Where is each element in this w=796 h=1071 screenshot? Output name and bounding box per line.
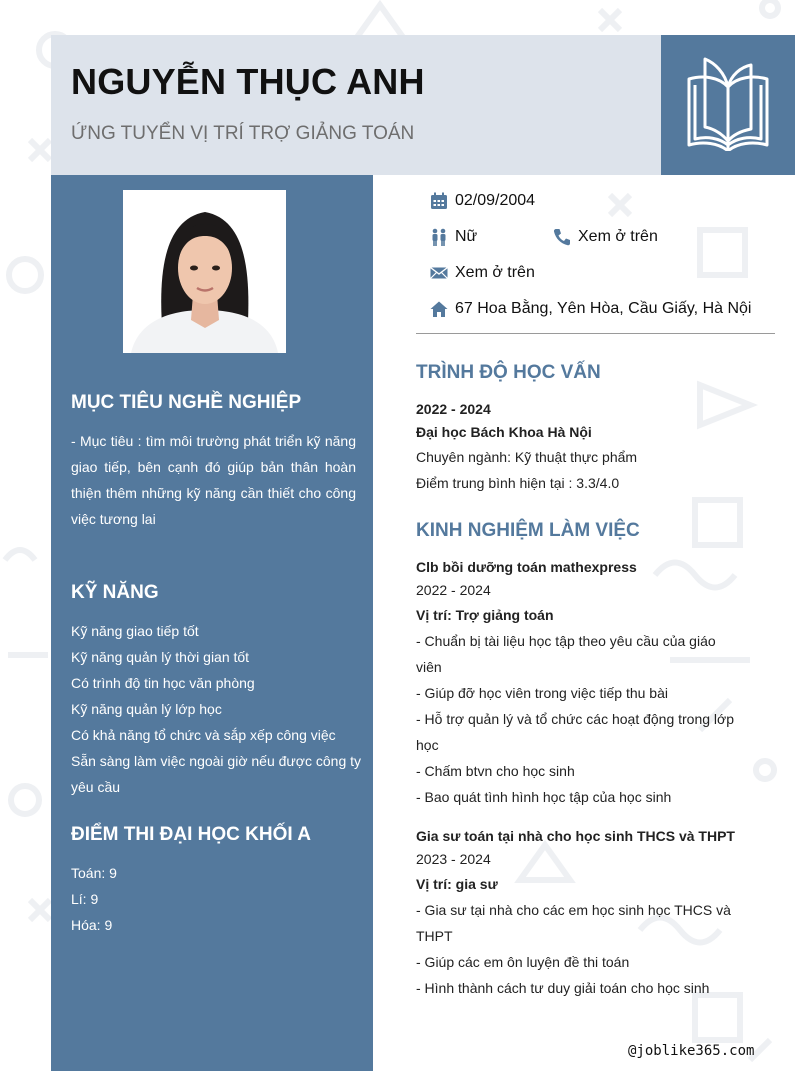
job-position: Vị trí: Trợ giảng toán: [416, 607, 554, 623]
job-position: Vị trí: gia sư: [416, 876, 498, 892]
skills-heading: KỸ NĂNG: [71, 582, 159, 603]
education-school: Đại học Bách Khoa Hà Nội: [416, 424, 592, 440]
watermark: @joblike365.com: [628, 1043, 755, 1059]
contact-gender: [430, 228, 477, 246]
list-item: - Giúp các em ôn luyện đề thi toán: [416, 954, 630, 970]
list-item: - Bao quát tình hình học tập của học sinh: [416, 789, 672, 805]
list-item: THPT: [416, 928, 453, 944]
list-item: Có trình độ tin học văn phòng: [71, 675, 255, 691]
contact-phone: [553, 228, 658, 246]
list-item: - Giúp đỡ học viên trong việc tiếp thu bài: [416, 685, 668, 701]
sidebar: [51, 175, 373, 1071]
job-title: ỨNG TUYỂN VỊ TRÍ TRỢ GIẢNG TOÁN: [71, 123, 415, 144]
list-item: - Chuẩn bị tài liệu học tập theo yêu cầu của giáo: [416, 633, 716, 649]
scores-list: [71, 860, 117, 938]
open-book-icon: [681, 57, 775, 151]
calendar-icon: [430, 192, 448, 210]
list-item: - Hỗ trợ quản lý và tổ chức các hoạt động trong lớp: [416, 711, 735, 727]
list-item: yêu cầu: [71, 779, 121, 795]
list-item: Có khả năng tổ chức và sắp xếp công việc: [71, 727, 336, 743]
list-item: học: [416, 737, 439, 753]
list-item: Kỹ năng giao tiếp tốt: [71, 623, 199, 639]
education-major: Chuyên ngành: Kỹ thuật thực phẩm: [416, 449, 638, 465]
skills-list: [71, 618, 361, 800]
list-item: Sẵn sàng làm việc ngoài giờ nếu được công ty: [71, 753, 362, 769]
job-org: Gia sư toán tại nhà cho học sinh THCS và THPT: [416, 828, 735, 844]
scores-heading: ĐIỂM THI ĐẠI HỌC KHỐI A: [71, 824, 311, 845]
contact-email: [430, 264, 535, 282]
dob-value: 02/09/2004: [455, 192, 536, 209]
contact-address: [430, 300, 751, 318]
job-description: [416, 897, 735, 1001]
gender-icon: [430, 228, 448, 246]
job-description: [416, 628, 735, 810]
envelope-icon: [430, 264, 448, 282]
divider: [416, 333, 775, 334]
list-item: - Gia sư tại nhà cho các em học sinh học THCS và: [416, 902, 731, 918]
list-item: Toán: 9: [71, 865, 117, 881]
phone-icon: [553, 228, 571, 246]
list-item: viên: [416, 659, 442, 675]
header-banner: [51, 35, 661, 175]
job-years: 2023 - 2024: [416, 851, 491, 867]
education-heading: TRÌNH ĐỘ HỌC VẤN: [416, 362, 601, 383]
email-value: Xem ở trên: [455, 264, 535, 281]
job-org: Clb bồi dưỡng toán mathexpress: [416, 559, 637, 575]
list-item: Lí: 9: [71, 891, 99, 907]
objective-heading: MỤC TIÊU NGHỀ NGHIỆP: [71, 392, 302, 413]
job-years: 2022 - 2024: [416, 582, 491, 598]
education-gpa: Điểm trung bình hiện tại : 3.3/4.0: [416, 475, 620, 491]
objective-text: - Mục tiêu : tìm môi trường phát triển kỹ năng giao tiếp, bên cạnh đó giúp bản thân hoàn thiện thêm những kỹ năng cần thiết cho công việc tương lai: [71, 433, 356, 527]
logo-box: [661, 35, 795, 175]
list-item: Kỹ năng quản lý lớp học: [71, 701, 222, 717]
experience-heading: KINH NGHIỆM LÀM VIỆC: [416, 520, 640, 541]
education-years: 2022 - 2024: [416, 401, 491, 417]
list-item: Hóa: 9: [71, 917, 113, 933]
gender-value: Nữ: [455, 228, 478, 245]
phone-value: Xem ở trên: [578, 228, 658, 245]
home-icon: [430, 300, 448, 318]
contact-dob: [430, 192, 535, 210]
address-value: 67 Hoa Bằng, Yên Hòa, Cầu Giấy, Hà Nội: [455, 300, 752, 317]
candidate-name: NGUYỄN THỤC ANH: [71, 61, 425, 102]
list-item: Kỹ năng quản lý thời gian tốt: [71, 649, 250, 665]
profile-photo: [123, 190, 286, 353]
list-item: - Hình thành cách tư duy giải toán cho học sinh: [416, 980, 710, 996]
list-item: - Chấm btvn cho học sinh: [416, 763, 575, 779]
